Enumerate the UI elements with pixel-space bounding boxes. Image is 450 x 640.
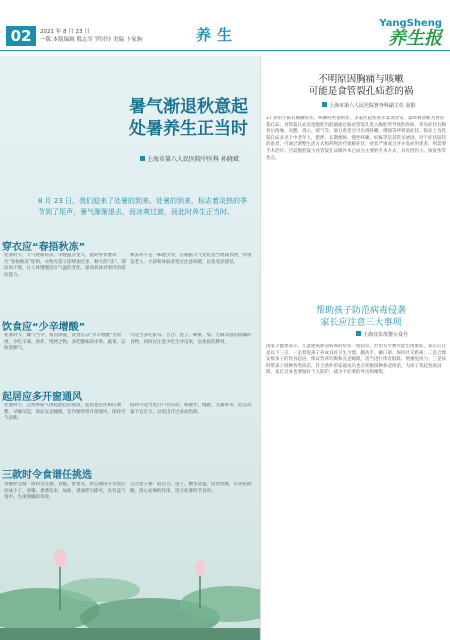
body-clothing-left: 处暑时节，天气逐渐转凉，早晚温差变大，此时穿衣要讲究“春捂秋冻”原则，衣物无需立即增加过多，秋天的“冻”，即凉而不寒，让人体慢慢适应气温的变化，提高机体对寒冷的抵抗能力。: [4, 253, 126, 278]
body-recipes-left: 青椒拌豆腐：原料为豆腐、青椒、香菜等，将豆腐用开水烫后切成小丁，青椒、香菜切末，加盐、香油拌匀即可，具有益气宽中、生津润燥的功效。: [4, 482, 126, 500]
subheading-living: 起居应多开窗通风: [2, 392, 82, 403]
body-diet-right: 可适当多吃银耳、百合、莲子、蜂蜜、梨、芝麻等滋阴润燥的食物，同时应注意少吃生冷瓜果，以免损伤脾胃。: [130, 333, 252, 345]
subheading-recipes: 三款时令食谱任挑选: [2, 470, 92, 481]
bullet-square-icon: [356, 331, 361, 336]
brand-chinese: 养生报: [388, 28, 442, 49]
left-title-line-1: 暑气渐退秋意起: [129, 97, 248, 117]
bullet-square-icon: [322, 102, 327, 107]
right-article1-body: 27 岁的小陈有胸痛症状，咳嗽时更加明显，多家医院检查未发现异常，最终被诊断为食管裂孔疝。食管裂孔疝是指腹腔内脏器通过膈食管裂孔进入胸腔所导致的疾病，常见症状有胸骨后疼痛、反酸、烧心、嗳气等，部分患者还可出现咳嗽、哮喘等呼吸道症状。临床上食管裂孔疝多见于中老年人，肥胖、长期便秘、慢性咳嗽、妊娠等是其常见诱因。对于症状较轻的患者，可通过调整生活方式和药物治疗缓解症状；症状严重或合并并发症的患者，则需要手术治疗。目前腹腔镜下食管裂孔疝修补术已成为主要的手术方式，具有创伤小、恢复快等优点。: [266, 116, 446, 161]
issue-date: 2021 年 8 月 23 日: [40, 29, 90, 35]
body-diet-left: 处暑时节，燥气当令，易伤津液，饮食应以“少辛增酸”为原则，少吃辛辣、煎炸、烧烤之物，多吃酸味的水果、蔬菜，以收敛肺气。: [4, 333, 126, 351]
brand-logo: [379, 18, 442, 49]
right-article1-title-line-2: 可能是食管裂孔疝惹的祸: [308, 86, 414, 97]
right-article1-title-line-1: 不明原因胸痛与咳嗽: [318, 74, 404, 85]
brand-english: YangSheng: [379, 18, 442, 29]
right-article2-body: 国家卫健委表示，儿童感染新冠病毒的症状一般较轻，但也有少数可能出现重症。家长应注意以下三点：一是督促孩子养成良好卫生习惯，勤洗手、戴口罩、保持社交距离；二是合理安排孩子的饮食起居，保证营养均衡和充足睡眠，适当进行体育锻炼，增强免疫力；三是按时带孩子接种各类疫苗，符合条件的家庭成员也应积极接种新冠疫苗，为孩子筑起免疫屏障。家长自身也要做好个人防护，减少不必要的外出和聚集。: [266, 344, 446, 376]
section-title: 养生: [196, 26, 239, 44]
subheading-diet: 饮食应“少辛增酸”: [2, 322, 86, 333]
page-number: 02: [6, 26, 36, 46]
lotus-illustration: [0, 500, 260, 640]
author-text: 上海市第八人民医院中医科 孙晓斌: [147, 156, 239, 163]
right-article2-title-line-1: 帮助孩子防范病毒侵袭: [315, 306, 406, 316]
body-living-right: 同时可适当进行户外活动，如散步、慢跑、太极拳等，但运动量不宜过大，以免出汗过多而伤阴。: [130, 403, 252, 415]
left-article-author: [140, 154, 239, 163]
body-clothing-right: 秋冻并不是一味地少穿，应根据天气变化适当增减衣物，特别是老人、小孩和体弱者更应注意保暖，以免受凉感冒。: [130, 253, 252, 265]
masthead-info: [40, 28, 142, 44]
author-text: 上海宜东母婴公众号: [363, 332, 409, 338]
right-article2-title: [296, 305, 426, 329]
author-text: 上海市第六人民医院普外科副主任 夏阳: [329, 103, 416, 109]
left-title-line-2: 处暑养生正当时: [129, 119, 248, 139]
right-article1-title: [276, 74, 446, 98]
right-article1-author: [322, 102, 416, 109]
editor-credits: 一版.本版编辑 殷志军 罗时玲 美编 卜家驹: [40, 37, 143, 43]
right-article2-author: [356, 331, 408, 338]
body-living-left: 处暑时节，自然界阳气由疏泄趋向收敛，起居也应作相应调整，早睡早起，保证充足睡眠，室内要经常开窗通风，保持空气清新。: [4, 403, 126, 421]
left-article: [0, 56, 260, 640]
right-article2-title-line-2: 家长应注意三大事项: [320, 318, 402, 328]
subheading-clothing: 穿衣应“春捂秋冻”: [2, 242, 86, 253]
page-header: [0, 0, 450, 56]
body-recipes-right: 百合莲子粥：取百合、莲子、粳米适量，同煮成粥，有养阴润肺、清心安神的作用，适合处暑时节食用。: [130, 482, 252, 494]
bullet-square-icon: [140, 156, 145, 161]
right-column: [262, 56, 450, 640]
header-divider: [0, 50, 450, 51]
left-article-title: [48, 96, 248, 140]
left-article-intro: 8 月 23 日，我们迎来了处暑的到来。处暑的到来，标志着炎热的季节到了尾声，暑气渐渐退去，而凉爽过渡，而此时养生正当时。: [38, 197, 248, 216]
column-divider: [260, 56, 261, 640]
